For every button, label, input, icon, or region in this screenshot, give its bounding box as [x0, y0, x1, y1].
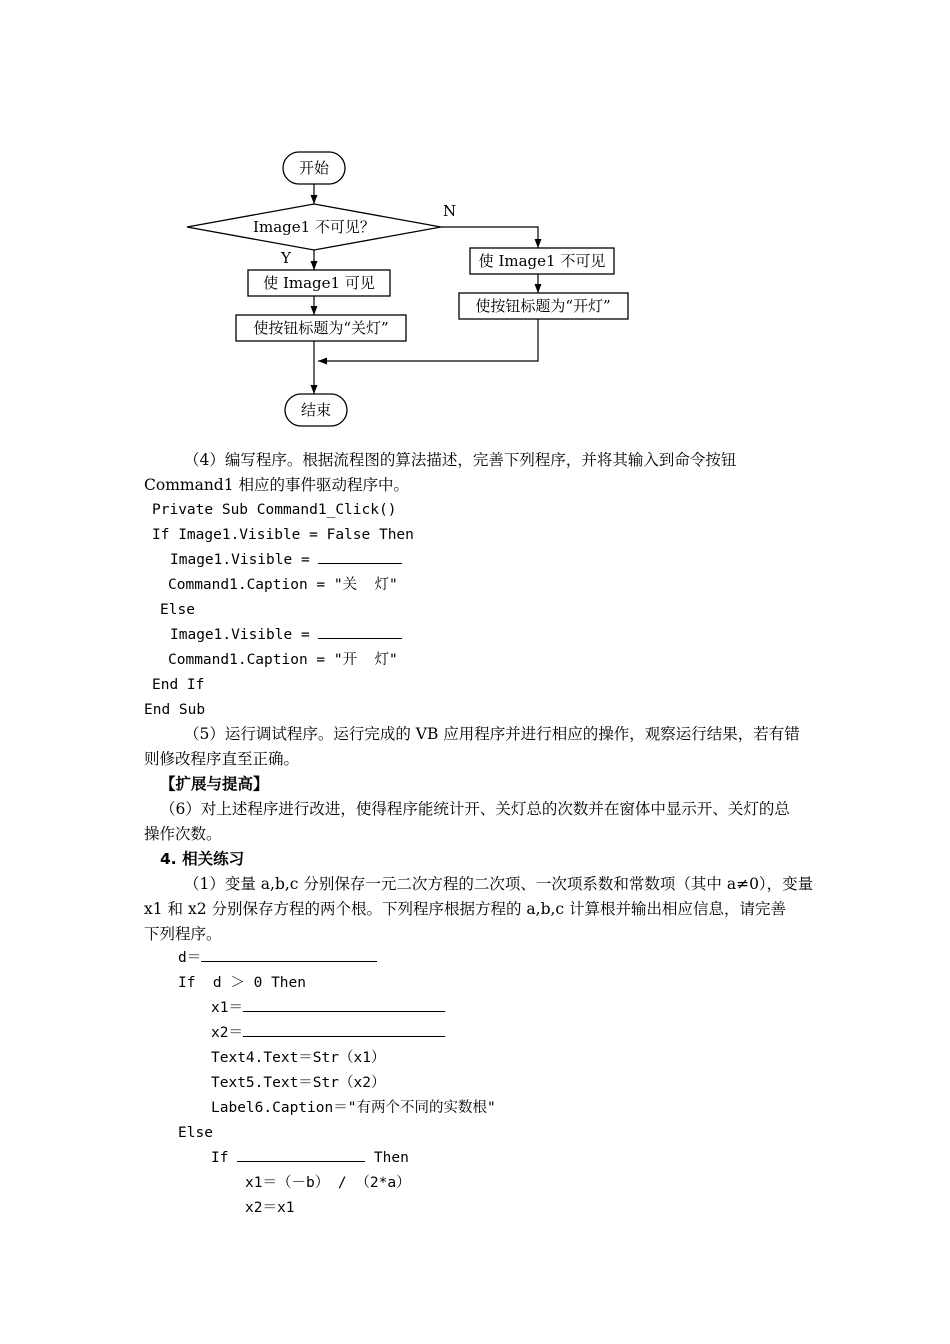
q1-text-line3: 下列程序。 [144, 925, 222, 943]
section4-heading: 4. 相关练习 [160, 850, 245, 868]
code1-line8: End If [152, 677, 205, 693]
answer-blank[interactable] [243, 997, 445, 1012]
no-step1-box [470, 248, 614, 274]
code2-line6: Text5.Text＝Str（x2） [211, 1075, 386, 1091]
step6-text-line1: （6）对上述程序进行改进，使得程序能统计开、关灯总的次数并在窗体中显示开、关灯的总 [160, 800, 790, 818]
code2-line8: Else [178, 1125, 213, 1141]
code1-line3: Image1.Visible = [170, 548, 402, 573]
answer-blank[interactable] [237, 1147, 365, 1162]
answer-blank[interactable] [318, 549, 402, 564]
code2-line7: Label6.Caption＝"有两个不同的实数根" [211, 1100, 496, 1116]
q1-text-line1: （1）变量 a,b,c 分别保存一元二次方程的二次项、一次项系数和常数项（其中 a≠0），变量 [184, 875, 814, 893]
code2-line9: If Then [211, 1146, 409, 1171]
no-step2-box [459, 293, 628, 319]
step6-text-line2: 操作次数。 [144, 825, 222, 843]
step5-text-line2: 则修改程序直至正确。 [144, 750, 300, 768]
algorithm-flowchart [0, 0, 950, 440]
code2-line10: x1＝（－b） / （2*a） [245, 1175, 411, 1191]
yes-step1-box [248, 270, 390, 296]
end-terminal [285, 394, 347, 426]
code1-line4: Command1.Caption = "关 灯" [168, 577, 398, 593]
code1-line2: If Image1.Visible = False Then [152, 527, 414, 543]
yes-step2-label: 使按钮标题为“关灯” [253, 319, 389, 337]
code2-line1: d＝ [178, 946, 377, 971]
answer-blank[interactable] [318, 624, 402, 639]
answer-blank[interactable] [243, 1022, 445, 1037]
code2-line3: x1＝ [211, 996, 445, 1021]
start-terminal [283, 152, 345, 184]
answer-blank[interactable] [201, 947, 377, 962]
code2-line2: If d ＞ 0 Then [178, 975, 306, 991]
no-step1-label: 使 Image1 不可见 [478, 252, 606, 270]
step4-text-line1: （4）编写程序。根据流程图的算法描述，完善下列程序，并将其输入到命令按钮 [184, 451, 737, 469]
end-label: 结束 [300, 401, 332, 419]
yes-step2-box [236, 315, 406, 341]
code1-line7: Command1.Caption = "开 灯" [168, 652, 398, 668]
decision-diamond [187, 204, 441, 250]
yes-branch-label: Y [281, 249, 291, 267]
extension-heading: 【扩展与提高】 [160, 775, 269, 793]
code1-line1: Private Sub Command1_Click() [152, 502, 397, 518]
start-label: 开始 [298, 159, 330, 177]
yes-step1-label: 使 Image1 可见 [263, 274, 375, 292]
arrow-no-branch [441, 227, 538, 248]
code1-line9: End Sub [144, 702, 206, 718]
code2-line4: x2＝ [211, 1021, 445, 1046]
no-branch-label: N [443, 202, 457, 220]
code1-line6: Image1.Visible = [170, 623, 402, 648]
step4-text-line2: Command1 相应的事件驱动程序中。 [144, 476, 410, 494]
decision-label: Image1 不可见？ [253, 218, 375, 236]
code1-line5: Else [160, 602, 195, 618]
no-step2-label: 使按钮标题为“开灯” [475, 297, 611, 315]
q1-text-line2: x1 和 x2 分别保存方程的两个根。下列程序根据方程的 a,b,c 计算根并输出相应信息，请完善 [144, 900, 787, 918]
code2-line5: Text4.Text＝Str（x1） [211, 1050, 386, 1066]
step5-text-line1: （5）运行调试程序。运行完成的 VB 应用程序并进行相应的操作，观察运行结果，若有错 [184, 725, 800, 743]
code2-line11: x2＝x1 [245, 1200, 295, 1216]
